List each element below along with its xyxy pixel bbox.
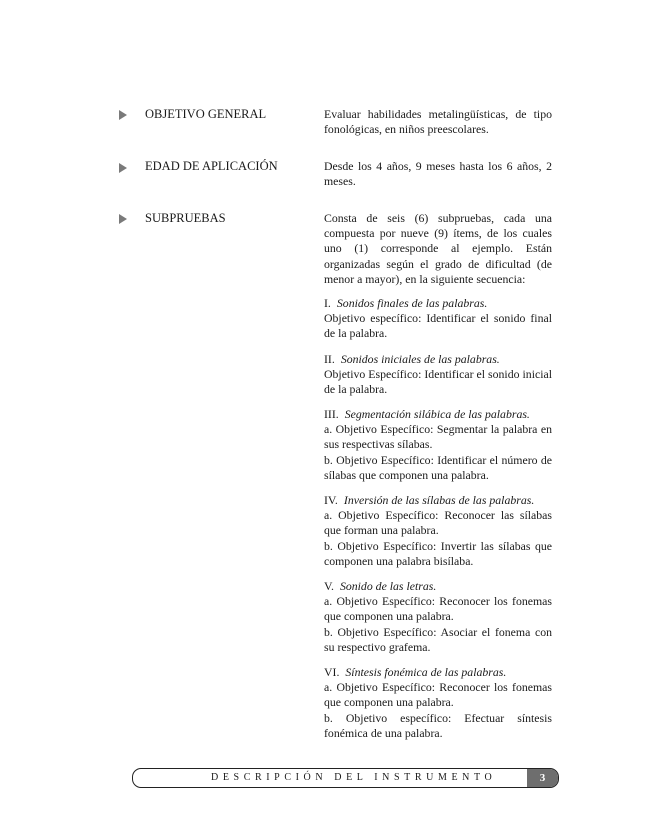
row-label-subpruebas: SUBPRUEBAS <box>145 211 226 225</box>
subtest-title: Sonido de las letras. <box>339 579 437 593</box>
subtest-5 <box>324 579 552 655</box>
subtest-number: V. <box>324 579 334 593</box>
subtest-objective: b. Objetivo Específico: Invertir las sílabas que componen una palabra bisílaba. <box>324 538 552 568</box>
row-label-edad-aplicacion: EDAD DE APLICACIÓN <box>145 159 278 173</box>
bullet-arrow-icon <box>119 163 127 173</box>
page-footer <box>132 768 559 788</box>
subtest-objective: a. Objetivo Específico: Reconocer los fonemas que componen una palabra. <box>324 680 552 710</box>
subtest-objective: a. Objetivo Específico: Reconocer los fonemas que componen una palabra. <box>324 594 552 624</box>
subtest-4 <box>324 493 552 569</box>
subtest-title: Inversión de las sílabas de las palabras. <box>343 493 535 507</box>
subtest-6 <box>324 665 552 741</box>
subtest-objective: Objetivo Específico: Identificar el sonido inicial de la palabra. <box>324 367 552 397</box>
subtest-number: IV. <box>324 493 338 507</box>
subtest-title: Sonidos finales de las palabras. <box>336 296 488 310</box>
subtest-title: Sonidos iniciales de las palabras. <box>340 352 500 366</box>
subtest-number: III. <box>324 407 339 421</box>
subtest-objective: a. Objetivo Específico: Segmentar la palabra en sus respectivas sílabas. <box>324 422 552 452</box>
footer-title: DESCRIPCIÓN DEL INSTRUMENTO <box>211 772 497 783</box>
subtest-number: I. <box>324 296 331 310</box>
row-label-objetivo-general: OBJETIVO GENERAL <box>145 107 267 121</box>
subtest-objective: b. Objetivo Específico: Asociar el fonema con su respectivo grafema. <box>324 624 552 654</box>
subtest-objective: b. Objetivo Específico: Identificar el número de sílabas que componen una palabra. <box>324 452 552 482</box>
subtest-1 <box>324 296 552 342</box>
subtest-objective: Objetivo específico: Identificar el sonido final de la palabra. <box>324 311 552 341</box>
subtest-title: Síntesis fonémica de las palabras. <box>345 665 507 679</box>
subtest-number: VI. <box>324 665 340 679</box>
row-text-subpruebas: Consta de seis (6) subpruebas, cada una compuesta por nueve (9) ítems, de los cuales uno (1) corresponde al ejemplo. Están organizadas según el grado de dificultad (de menor a mayor), en la siguiente secuencia: <box>324 211 552 286</box>
subtest-2 <box>324 352 552 398</box>
subtest-objective: b. Objetivo específico: Efectuar síntesis fonémica de una palabra. <box>324 710 552 740</box>
subtest-title: Segmentación silábica de las palabras. <box>344 407 530 421</box>
bullet-arrow-icon <box>119 110 127 120</box>
subtest-number: II. <box>324 352 335 366</box>
bullet-arrow-icon <box>119 214 127 224</box>
row-text-objetivo-general: Evaluar habilidades metalingüísticas, de tipo fonológicas, en niños preescolares. <box>324 107 552 137</box>
subtest-objective: a. Objetivo Específico: Reconocer las sílabas que forman una palabra. <box>324 508 552 538</box>
row-text-edad-aplicacion: Desde los 4 años, 9 meses hasta los 6 años, 2 meses. <box>324 159 552 189</box>
subtest-3 <box>324 407 552 483</box>
page-number: 3 <box>527 769 558 787</box>
